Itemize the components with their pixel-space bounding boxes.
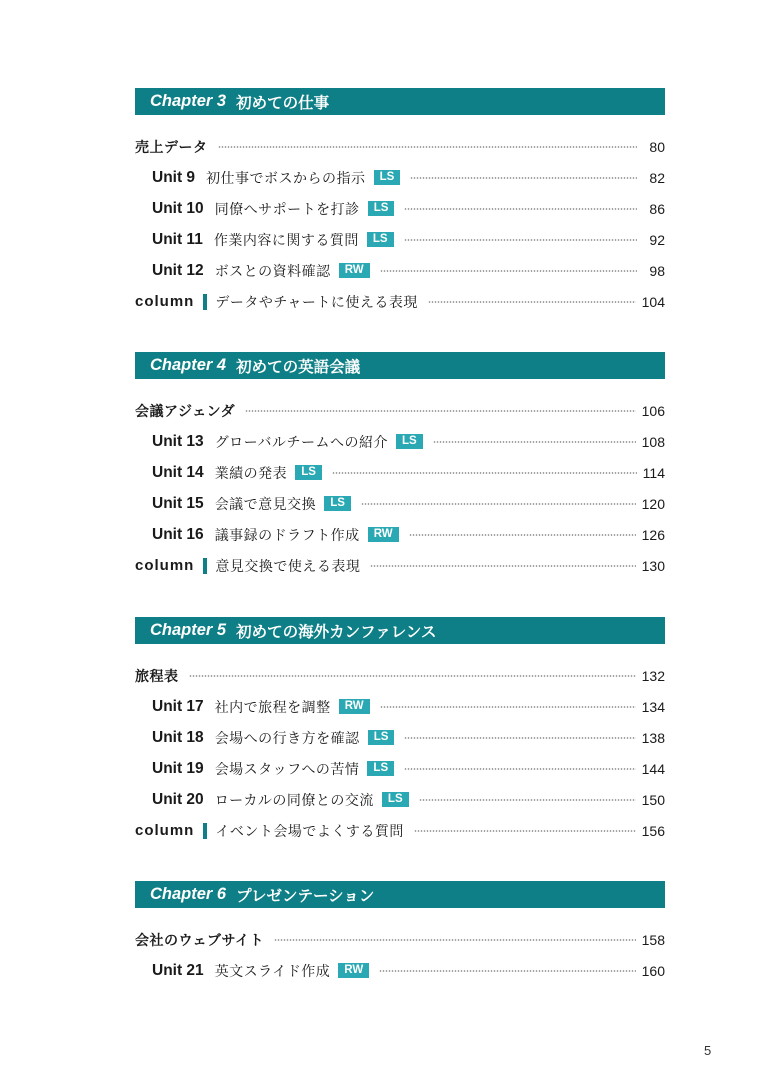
page-ref: 150 bbox=[641, 791, 665, 808]
unit-title: 業績の発表 bbox=[214, 465, 288, 482]
chapter-section bbox=[135, 352, 665, 581]
dot-leader bbox=[404, 208, 637, 210]
dot-leader bbox=[370, 565, 635, 567]
skill-badge: RW bbox=[368, 527, 399, 542]
toc-unit-row bbox=[135, 426, 665, 457]
dot-leader bbox=[380, 270, 637, 272]
unit-label: Unit 16 bbox=[152, 525, 204, 543]
page-number: 5 bbox=[704, 1043, 712, 1058]
toc-unit-row bbox=[135, 955, 665, 986]
chapter-title: 初めての仕事 bbox=[236, 93, 330, 112]
dot-leader bbox=[404, 737, 635, 739]
skill-badge: LS bbox=[382, 792, 409, 807]
dot-leader bbox=[419, 799, 636, 801]
toc-unit-row bbox=[135, 784, 665, 815]
column-label: column bbox=[135, 293, 195, 310]
unit-title: 同僚へサポートを打診 bbox=[214, 201, 360, 218]
unit-title: 作業内容に関する質問 bbox=[213, 232, 359, 249]
page-ref: 104 bbox=[641, 293, 665, 310]
page-ref: 138 bbox=[641, 729, 665, 746]
unit-title: 会場への行き方を確認 bbox=[214, 730, 360, 747]
skill-badge: RW bbox=[339, 263, 370, 278]
toc-unit-row bbox=[135, 753, 665, 784]
entry-list bbox=[135, 660, 665, 846]
toc-unit-row bbox=[135, 519, 665, 550]
page-ref: 108 bbox=[641, 433, 665, 450]
dot-leader bbox=[361, 503, 636, 505]
page-ref: 80 bbox=[649, 138, 665, 155]
toc-unit-row bbox=[135, 224, 665, 255]
chapter-label: Chapter 5 bbox=[150, 621, 227, 639]
skill-badge: RW bbox=[338, 963, 369, 978]
column-label: column bbox=[135, 822, 195, 839]
unit-label: Unit 18 bbox=[152, 728, 204, 746]
page-ref: 134 bbox=[641, 698, 665, 715]
dot-leader bbox=[409, 534, 636, 536]
page-ref: 82 bbox=[649, 169, 665, 186]
column-divider bbox=[203, 823, 207, 839]
toc-unit-row bbox=[135, 255, 665, 286]
page-ref: 120 bbox=[641, 495, 665, 512]
page-ref: 160 bbox=[641, 962, 665, 979]
dot-leader bbox=[428, 301, 636, 303]
chapter-label: Chapter 4 bbox=[150, 356, 227, 374]
skill-badge: LS bbox=[367, 232, 394, 247]
dot-leader bbox=[410, 177, 637, 179]
entry-list bbox=[135, 924, 665, 986]
unit-title: 議事録のドラフト作成 bbox=[214, 527, 360, 544]
unit-label: Unit 14 bbox=[152, 463, 204, 481]
page-ref: 130 bbox=[641, 557, 665, 574]
unit-title: 英文スライド作成 bbox=[214, 963, 331, 980]
chapter-label: Chapter 6 bbox=[150, 885, 227, 903]
dot-leader bbox=[218, 146, 638, 148]
chapter-section bbox=[135, 88, 665, 317]
dot-leader bbox=[332, 472, 637, 474]
dot-leader bbox=[380, 706, 636, 708]
unit-label: Unit 21 bbox=[152, 961, 204, 979]
toc-column-row bbox=[135, 286, 665, 317]
toc-unit-row bbox=[135, 691, 665, 722]
chapter-title: 初めての海外カンファレンス bbox=[236, 622, 437, 641]
dot-leader bbox=[379, 970, 635, 972]
skill-badge: LS bbox=[295, 465, 322, 480]
chapter-header bbox=[135, 617, 665, 644]
dot-leader bbox=[189, 675, 636, 677]
dot-leader bbox=[274, 939, 636, 941]
unit-title: ボスとの資料確認 bbox=[214, 263, 331, 280]
page-ref: 144 bbox=[641, 760, 665, 777]
unit-label: Unit 13 bbox=[152, 432, 204, 450]
unit-title: ローカルの同僚との交流 bbox=[214, 792, 374, 809]
page-ref: 156 bbox=[641, 822, 665, 839]
chapter-label: Chapter 3 bbox=[150, 92, 227, 110]
toc-section-row bbox=[135, 924, 665, 955]
toc-unit-row bbox=[135, 193, 665, 224]
section-title: 会社のウェブサイト bbox=[135, 932, 264, 949]
unit-label: Unit 10 bbox=[152, 199, 204, 217]
toc-section-row bbox=[135, 660, 665, 691]
column-title: イベント会場でよくする質問 bbox=[215, 823, 404, 840]
skill-badge: LS bbox=[368, 730, 395, 745]
dot-leader bbox=[245, 410, 636, 412]
section-title: 旅程表 bbox=[135, 668, 179, 685]
skill-badge: LS bbox=[368, 201, 395, 216]
chapter-section bbox=[135, 617, 665, 846]
column-divider bbox=[203, 558, 207, 574]
unit-label: Unit 15 bbox=[152, 494, 204, 512]
chapter-header bbox=[135, 881, 665, 908]
skill-badge: LS bbox=[374, 170, 401, 185]
column-label: column bbox=[135, 557, 195, 574]
chapter-header bbox=[135, 352, 665, 379]
page-ref: 158 bbox=[641, 931, 665, 948]
column-title: 意見交換で使える表現 bbox=[215, 558, 361, 575]
toc-column-row bbox=[135, 550, 665, 581]
dot-leader bbox=[404, 768, 636, 770]
toc-unit-row bbox=[135, 488, 665, 519]
unit-label: Unit 9 bbox=[152, 168, 196, 186]
section-title: 売上データ bbox=[135, 139, 208, 156]
skill-badge: LS bbox=[396, 434, 423, 449]
section-title: 会議アジェンダ bbox=[135, 403, 236, 420]
toc-section-row bbox=[135, 131, 665, 162]
toc-unit-row bbox=[135, 162, 665, 193]
page-ref: 126 bbox=[641, 526, 665, 543]
dot-leader bbox=[414, 830, 636, 832]
unit-label: Unit 17 bbox=[152, 697, 204, 715]
unit-title: 会場スタッフへの苦情 bbox=[214, 761, 360, 778]
page-ref: 114 bbox=[642, 464, 665, 481]
chapter-title: プレゼンテーション bbox=[236, 886, 375, 905]
page-ref: 92 bbox=[649, 231, 665, 248]
chapter-header bbox=[135, 88, 665, 115]
entry-list bbox=[135, 395, 665, 581]
chapter-title: 初めての英語会議 bbox=[236, 357, 361, 376]
dot-leader bbox=[404, 239, 637, 241]
skill-badge: LS bbox=[367, 761, 394, 776]
chapter-section bbox=[135, 881, 665, 986]
page-ref: 86 bbox=[649, 200, 665, 217]
unit-title: 会議で意見交換 bbox=[214, 496, 317, 513]
unit-title: 社内で旅程を調整 bbox=[214, 699, 331, 716]
unit-label: Unit 11 bbox=[152, 230, 203, 248]
dot-leader bbox=[433, 441, 636, 443]
column-title: データやチャートに使える表現 bbox=[215, 294, 418, 311]
toc-unit-row bbox=[135, 722, 665, 753]
toc-section-row bbox=[135, 395, 665, 426]
toc-unit-row bbox=[135, 457, 665, 488]
entry-list bbox=[135, 131, 665, 317]
unit-label: Unit 12 bbox=[152, 261, 204, 279]
page-ref: 132 bbox=[641, 667, 665, 684]
unit-label: Unit 20 bbox=[152, 790, 204, 808]
toc-column-row bbox=[135, 815, 665, 846]
page-ref: 98 bbox=[649, 262, 665, 279]
page-ref: 106 bbox=[641, 402, 665, 419]
skill-badge: LS bbox=[324, 496, 351, 511]
unit-title: 初仕事でボスからの指示 bbox=[206, 170, 366, 187]
skill-badge: RW bbox=[339, 699, 370, 714]
unit-label: Unit 19 bbox=[152, 759, 204, 777]
column-divider bbox=[203, 294, 207, 310]
unit-title: グローバルチームへの紹介 bbox=[214, 434, 388, 451]
